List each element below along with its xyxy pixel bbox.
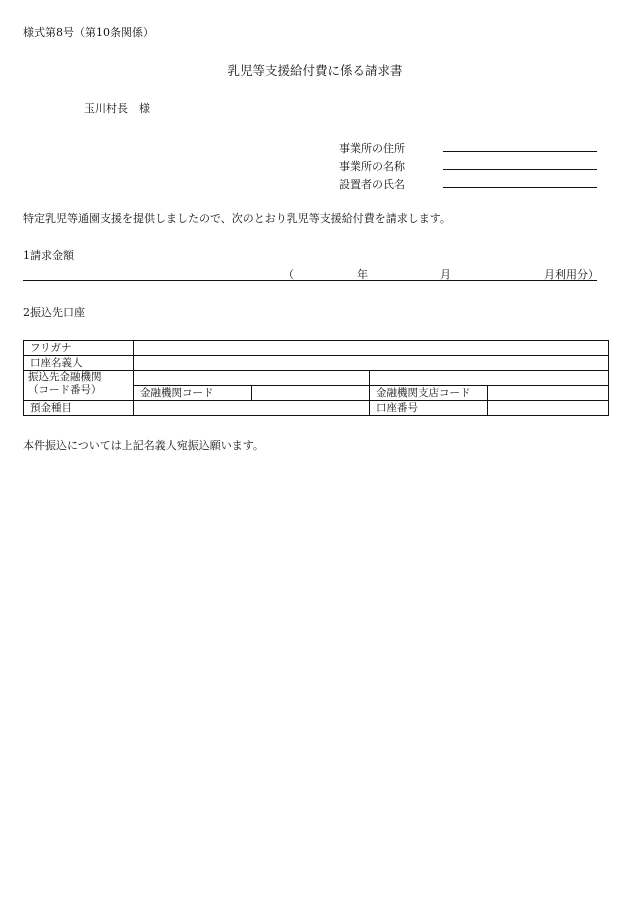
- bank-label: [24, 371, 134, 401]
- office-address-field[interactable]: [443, 151, 597, 152]
- table-row: [24, 401, 609, 416]
- closing-note: 本件振込については上記名義人宛振込願います。: [23, 439, 264, 452]
- table-row: [24, 341, 609, 356]
- account-number-label: 口座番号: [370, 401, 488, 416]
- deposit-type-label: 預金種目: [24, 401, 134, 416]
- addressee: 玉川村長 様: [84, 102, 150, 115]
- table-row: [24, 356, 609, 371]
- year-label: 年: [357, 268, 368, 281]
- branch-name-field[interactable]: [370, 371, 609, 386]
- transfer-account-table: [23, 340, 609, 416]
- office-name-label: 事業所の名称: [339, 160, 405, 173]
- account-number-field[interactable]: [488, 401, 609, 416]
- claim-amount-heading: 1請求金額: [23, 249, 74, 262]
- deposit-type-field[interactable]: [134, 401, 370, 416]
- account-holder-field[interactable]: [134, 356, 609, 371]
- bank-code-label: 金融機関コード: [134, 386, 252, 401]
- usage-month-label: 月利用分）: [544, 268, 599, 281]
- bank-name-field[interactable]: [134, 371, 370, 386]
- document-title: 乳児等支援給付費に係る請求書: [227, 63, 403, 78]
- office-name-row: [339, 157, 597, 175]
- provider-info: [339, 139, 597, 193]
- claim-amount-field[interactable]: [23, 280, 597, 281]
- establisher-name-row: [339, 175, 597, 193]
- office-address-row: [339, 139, 597, 157]
- office-name-field[interactable]: [443, 169, 597, 170]
- table-row: [24, 371, 609, 386]
- branch-code-field[interactable]: [488, 386, 609, 401]
- bank-code-field[interactable]: [252, 386, 370, 401]
- establisher-name-label: 設置者の氏名: [339, 178, 405, 191]
- branch-code-label: 金融機関支店コード: [370, 386, 488, 401]
- office-address-label: 事業所の住所: [339, 142, 405, 155]
- bank-label-line1: 振込先金融機関: [28, 371, 102, 383]
- account-holder-label: 口座名義人: [24, 356, 134, 371]
- period-paren-open: （: [283, 268, 294, 281]
- furigana-field[interactable]: [134, 341, 609, 356]
- bank-label-line2: （コード番号）: [28, 384, 102, 396]
- month-label: 月: [440, 268, 451, 281]
- form-number: 様式第8号（第10条関係）: [23, 26, 154, 39]
- establisher-name-field[interactable]: [443, 187, 597, 188]
- claim-statement: 特定乳児等通園支援を提供しましたので、次のとおり乳児等支援給付費を請求します。: [23, 212, 451, 225]
- furigana-label: フリガナ: [24, 341, 134, 356]
- transfer-account-heading: 2振込先口座: [23, 306, 85, 319]
